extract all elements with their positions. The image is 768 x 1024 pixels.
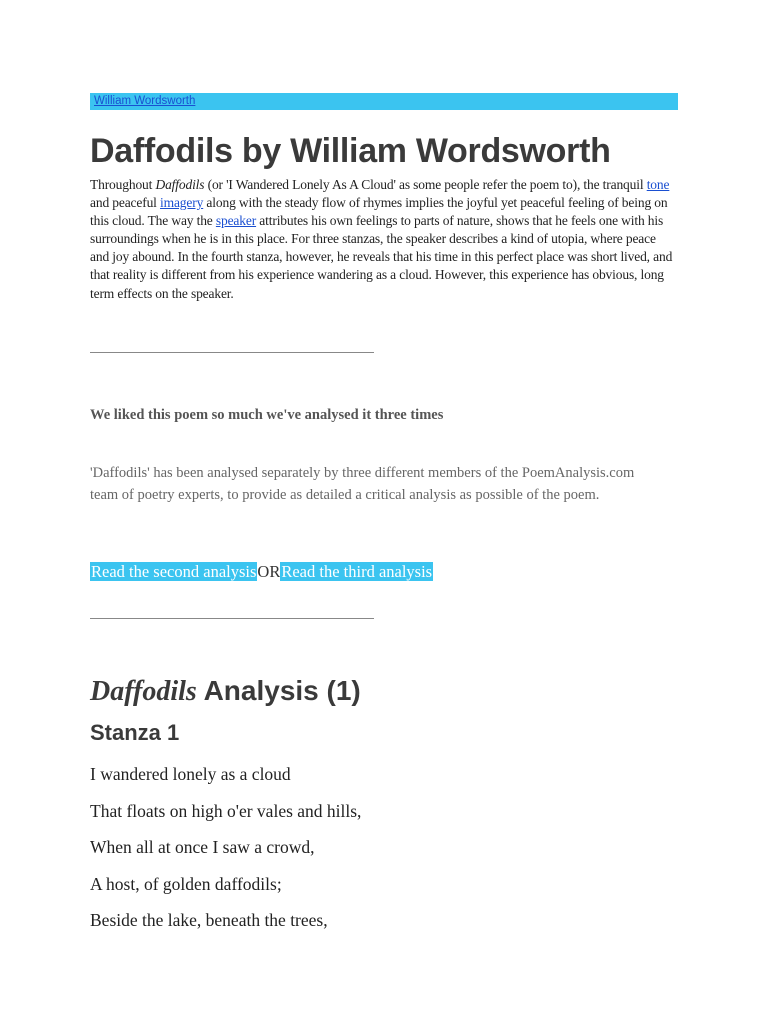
poem-line: I wandered lonely as a cloud xyxy=(90,764,291,784)
third-analysis-link[interactable]: Read the third analysis xyxy=(281,562,433,581)
divider-top xyxy=(90,352,374,353)
promo-description: 'Daffodils' has been analysed separately by three different members of the PoemAnalysis.com team of poetry experts, to provide as detailed a critical analysis as possible of the poem. xyxy=(90,465,635,503)
stanza-heading: Stanza 1 xyxy=(90,720,180,745)
analysis-links xyxy=(90,561,433,583)
intro-paragraph xyxy=(90,176,678,303)
tone-link[interactable]: tone xyxy=(646,177,670,192)
category-link[interactable]: William Wordsworth xyxy=(94,95,196,107)
poem-line: Beside the lake, beneath the trees, xyxy=(90,910,328,930)
second-analysis-link[interactable]: Read the second analysis xyxy=(91,562,257,581)
divider-bottom xyxy=(90,618,374,619)
page-title: Daffodils by William Wordsworth xyxy=(90,132,611,170)
analysis-title-rest: Analysis (1) xyxy=(196,675,361,706)
poem-line: A host, of golden daffodils; xyxy=(90,873,282,894)
intro-text: attributes his own feelings to parts of nature, shows that he feels one with his surroundings when he is in this place. For three stanzas, the speaker describes a kind of utopia, where peace and joy abound. In the fourth stanza, however, he reveals that his time in this perfect place was short lived, and that reality is different from his experience wandering as a cloud. However, this experience has obvious, long term effects on the speaker. xyxy=(90,213,673,301)
poem-stanza xyxy=(90,763,361,946)
intro-text: along with the steady flow of rhymes implies the joyful yet peaceful feeling of being on this cloud. The way the xyxy=(90,195,668,229)
intro-text: Throughout xyxy=(90,177,156,192)
poem-line: When all at once I saw a crowd, xyxy=(90,837,315,857)
poem-line: That floats on high o'er vales and hills, xyxy=(90,800,362,821)
intro-poem-name: Daffodils xyxy=(155,177,205,192)
intro-text: (or 'I Wandered Lonely As A Cloud' as some people refer the poem to), the tranquil xyxy=(204,177,647,192)
promo-heading: We liked this poem so much we've analysed it three times xyxy=(90,407,444,423)
imagery-link[interactable]: imagery xyxy=(160,195,204,211)
category-bar xyxy=(90,93,678,110)
speaker-link[interactable]: speaker xyxy=(215,213,257,229)
analysis-title xyxy=(90,675,361,708)
links-separator: OR xyxy=(257,562,281,581)
intro-text: and peaceful xyxy=(90,195,161,211)
analysis-title-poem: Daffodils xyxy=(90,676,197,707)
article-page xyxy=(90,93,678,930)
